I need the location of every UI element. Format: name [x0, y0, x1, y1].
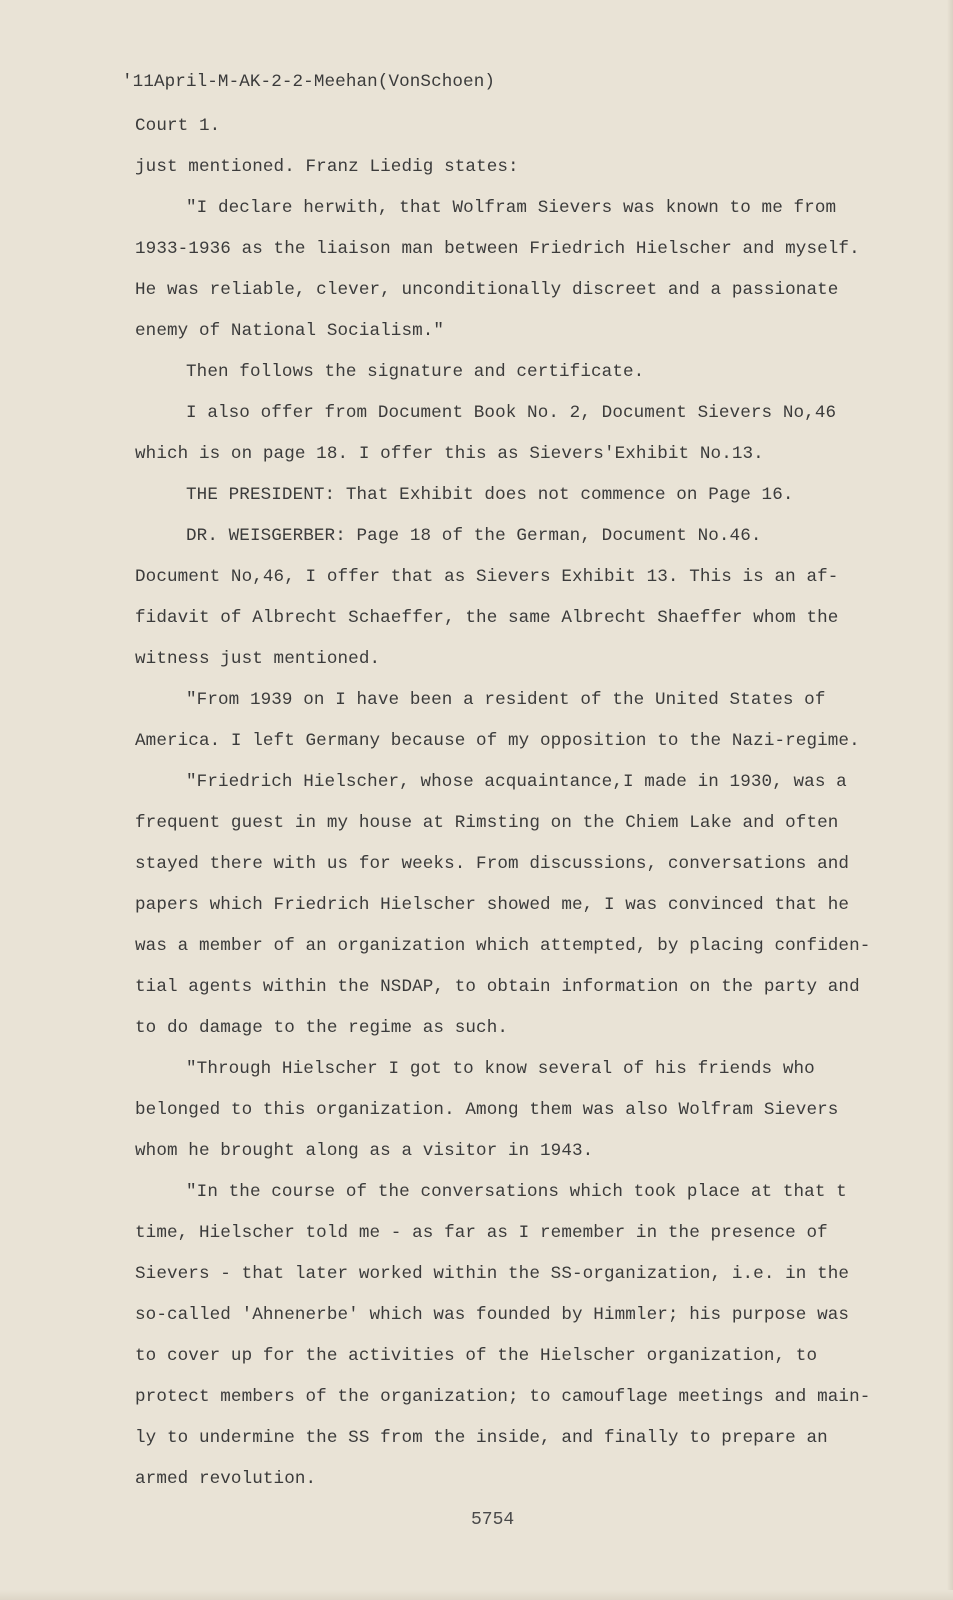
text-line: tial agents within the NSDAP, to obtain information on the party and	[135, 977, 860, 997]
text-line: papers which Friedrich Hielscher showed me, I was convinced that he	[135, 895, 850, 915]
page-edge	[947, 0, 953, 1600]
text-line: to cover up for the activities of the Hielscher organization, to	[135, 1346, 818, 1366]
text-line: enemy of National Socialism."	[135, 321, 445, 341]
text-line: witness just mentioned.	[135, 649, 381, 669]
document-header: '11April-M-AK-2-2-Meehan(VonSchoen)	[122, 72, 496, 92]
text-line: DR. WEISGERBER: Page 18 of the German, Document No.46.	[186, 526, 762, 546]
text-line: 1933-1936 as the liaison man between Friedrich Hielscher and myself.	[135, 239, 860, 259]
text-line: frequent guest in my house at Rimsting on the Chiem Lake and often	[135, 813, 839, 833]
text-line: fidavit of Albrecht Schaeffer, the same Albrecht Shaeffer whom the	[135, 608, 839, 628]
text-line: Then follows the signature and certificate.	[186, 362, 645, 382]
text-line: Document No,46, I offer that as Sievers Exhibit 13. This is an af-	[135, 567, 839, 587]
text-line: belonged to this organization. Among them was also Wolfram Sievers	[135, 1100, 839, 1120]
text-line: "I declare herwith, that Wolfram Sievers was known to me from	[186, 198, 837, 218]
text-line: THE PRESIDENT: That Exhibit does not commence on Page 16.	[186, 485, 794, 505]
text-line: "Friedrich Hielscher, whose acquaintance,I made in 1930, was a	[186, 772, 847, 792]
text-line: stayed there with us for weeks. From discussions, conversations and	[135, 854, 850, 874]
text-line: "From 1939 on I have been a resident of the United States of	[186, 690, 826, 710]
page-number: 5754	[471, 1510, 515, 1530]
text-line: which is on page 18. I offer this as Sievers'Exhibit No.13.	[135, 444, 764, 464]
text-line: He was reliable, clever, unconditionally discreet and a passionate	[135, 280, 839, 300]
text-line: Sievers - that later worked within the SS-organization, i.e. in the	[135, 1264, 850, 1284]
text-line: ly to undermine the SS from the inside, and finally to prepare an	[135, 1428, 828, 1448]
page-bottom-edge	[0, 1590, 953, 1600]
text-line: was a member of an organization which attempted, by placing confiden-	[135, 936, 871, 956]
text-line: so-called 'Ahnenerbe' which was founded by Himmler; his purpose was	[135, 1305, 850, 1325]
text-line: America. I left Germany because of my opposition to the Nazi-regime.	[135, 731, 860, 751]
court-label: Court 1.	[135, 116, 221, 136]
text-line: to do damage to the regime as such.	[135, 1018, 509, 1038]
text-line: armed revolution.	[135, 1469, 317, 1489]
text-line: whom he brought along as a visitor in 1943.	[135, 1141, 594, 1161]
text-line: "In the course of the conversations which took place at that t	[186, 1182, 847, 1202]
text-line: "Through Hielscher I got to know several of his friends who	[186, 1059, 815, 1079]
text-line: time, Hielscher told me - as far as I remember in the presence of	[135, 1223, 828, 1243]
text-line: just mentioned. Franz Liedig states:	[135, 157, 519, 177]
text-line: protect members of the organization; to camouflage meetings and main-	[135, 1387, 871, 1407]
text-line: I also offer from Document Book No. 2, Document Sievers No,46	[186, 403, 837, 423]
